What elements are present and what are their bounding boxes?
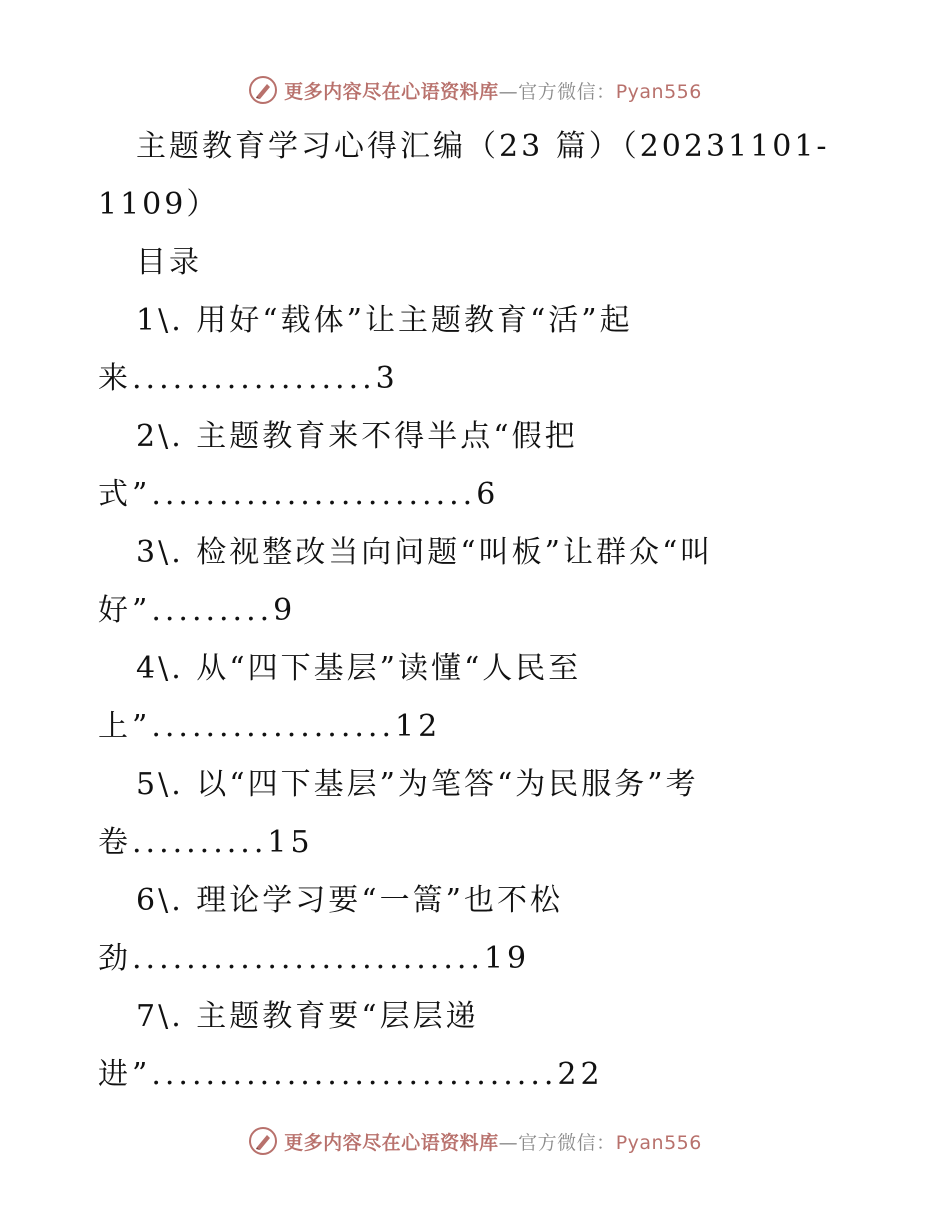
toc-item-7-title: 7\. 主题教育要“层层递 bbox=[136, 999, 479, 1034]
toc-item-1-page: 来..................3 bbox=[98, 361, 399, 396]
toc-item-3-page: 好”.........9 bbox=[98, 593, 297, 628]
document-title-line-2: 1109） bbox=[98, 187, 220, 222]
toc-item-4-page: 上”..................12 bbox=[98, 709, 442, 744]
document-body bbox=[98, 118, 828, 1104]
pen-logo-icon bbox=[248, 1126, 278, 1156]
toc-item-2-page: 式”........................6 bbox=[98, 477, 500, 512]
toc-item-3-title: 3\. 检视整改当向问题“叫板”让群众“叫 bbox=[136, 535, 714, 570]
watermark-bottom bbox=[0, 1121, 950, 1161]
toc-item-6-title: 6\. 理论学习要“一篙”也不松 bbox=[136, 883, 563, 918]
toc-item-5-title: 5\. 以“四下基层”为笔答“为民服务”考 bbox=[136, 767, 699, 802]
toc-item-4-title: 4\. 从“四下基层”读懂“人民至 bbox=[136, 651, 582, 686]
pen-logo-icon bbox=[248, 75, 278, 105]
watermark-text: 更多内容尽在心语资料库—官方微信：Pyan556 bbox=[284, 1131, 702, 1154]
toc-heading: 目录 bbox=[136, 245, 202, 280]
toc-item-7-page: 进”..............................22 bbox=[98, 1057, 604, 1092]
toc-item-1-title: 1\. 用好“载体”让主题教育“活”起 bbox=[136, 303, 633, 338]
watermark-text: 更多内容尽在心语资料库—官方微信：Pyan556 bbox=[284, 80, 702, 103]
toc-item-2-title: 2\. 主题教育来不得半点“假把 bbox=[136, 419, 578, 454]
document-title-line-1: 主题教育学习心得汇编（23 篇）（20231101- bbox=[136, 129, 830, 164]
toc-item-5-page: 卷..........15 bbox=[98, 825, 314, 860]
watermark-top bbox=[0, 70, 950, 110]
toc-item-6-page: 劲..........................19 bbox=[98, 941, 531, 976]
